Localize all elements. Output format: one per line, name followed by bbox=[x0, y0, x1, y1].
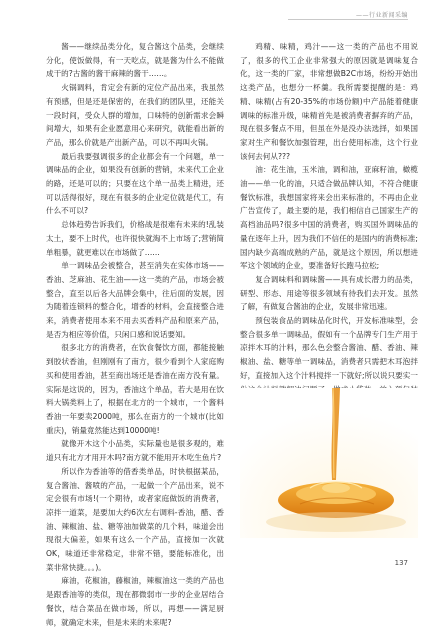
paragraph: 酱——继续品类分化，复合酱这个品类，会继续分化，使饭做得，有一天吃点，就是酱为什么不能做成干的?古酱的酱干麻辣的酱干……。 bbox=[46, 42, 224, 79]
article-left-column bbox=[46, 40, 224, 629]
section-header: ——行业新闻采编 bbox=[355, 12, 408, 19]
paragraph: 很多北方的消费者，在饮食餐饮方面，都能接触到胶状香油，但刚刚有了南方，很少看到个人家庭购买和使用香油，甚至商出场还是香油在南方没有量。实际是这说的，因为，香油这个单品，若大是用在饮料大锅类料上了，根据在北方的一个城市，一个酱料香油一年要卖2000吨，那么在南方的一个城市(比如重庆)，销量竟然能达到10000吨! bbox=[46, 343, 224, 435]
paragraph: 油：花生油，玉米油，调和油，亚麻籽油，橄榄油——单一化的油，只适合做品牌认知，不符合健康餐饮标准，我想国家将来会出来标准的，不再由企业广告宣传了，最主要的是，我们相信自己国家生产的高档油品吗?很多中国的消费者，购买国外调味品的量在逐年上升，因为我们不信任的是国内的消费标准;国内缺少高端成熟的产品，就是这个原因，所以想进军这个领域的企业，要准备好长跑马拉松; bbox=[240, 165, 418, 271]
paragraph: 火锅调料，肯定会有新的定位产品出来，我虽然有预感，但是还是保密的，在我们的团队里，还能关一段时间，受众人群的增加，口味特的创新需求会瞬间增大，如果有企业愿意用心来研究，就能看出新的产品，那么价就是产出新产品，可以不再叫火锅。 bbox=[46, 83, 224, 147]
paragraph: 麻油，花椒油，藤椒油，辣椒油这一类的产品也是跟香油等的类似，现在都微弱市一步的企业居结合餐饮，结合菜品在做市场，所以，再想——满足厨师，就确定未来，但是未来的未来呢? bbox=[46, 576, 224, 627]
paragraph: 总体趋势告诉我们，价格战是很难有未来的!乱装太土，要不上时代，也许很快就淘不上市场了;营销简单粗暴，就更难以在市场做了…… bbox=[46, 220, 224, 257]
honey-pour-photo bbox=[240, 388, 418, 538]
paragraph: 预包装食品的调味品化时代，开发标准味型，会整合很多单一调味品，假如有一个品牌专门生产用于凉拌木耳的汁料，那么色会整合酱油、醋、香油、辣椒油、盐、糖等单一调味品，消费者只需把木耳泡拌好，直接加入这个汁料搅拌一下就好;所以说只要实一 bbox=[240, 316, 418, 380]
paragraph: 就像开木这个小品类，实际量也是很多观的，难道只有北方才用开木吗?南方就不能用开木吃生鱼片? bbox=[46, 439, 224, 463]
paragraph: 鸡精、味精，鸡汁——这一类的产品也不用说了，很多的代工企业非常强大的原因就是调味复合化，这一类的厂家，非常想做B2C市场，纷纷开始出这类产品，也想分一杯羹。我所需要提醒的是：鸡精、味精(占有20-35%的市场份额)中产品能着健康调味的标准升级，味精首先是被消费者摒弃的产品，现在很多餐点不用，但虽在外是没办法选择，如果国家对生产和餐饮加强管理，出台使用标准，这个行业该何去何从??? bbox=[240, 42, 418, 161]
paragraph: 所以作为香油等的借香类单品，时快根据某品，复合酱油、酱喷的产品，一起做一个产品出来，说不定会很有市场!(一个期待，或者家庭做饭的消费者，凉拌一道菜，是要加大约6次左右调料-香油，醋、香油、辣椒油、盐、糖等油加做菜的几个料，味道会出现很大偏差，如果有这么一个产品，直接加一次就OK，味道还非常稳定，非常不错，要能标准化，出菜非常快捷。。。)。 bbox=[46, 466, 224, 572]
page-number: 137 bbox=[394, 559, 408, 567]
paragraph: 单一调味品会被整合，甚至消失在实体市场——香油、芝麻油、花生油——这一类的产品，市场会被整合，直至以后各大品牌会集中，往后面的发展，因为随着连锁料的整合化，增香的材料，会直接整合进来，消费者使用本来不用去买香料产品和原来产品，是否为相应等价值，只闲口感和说话要知。 bbox=[46, 261, 224, 339]
paragraph: 最后我要强调很多的企业都会有一个问题，单一调味品的企业，如果没有创新的营销，未来代工企业的路，还是可以的；只要在这个单一品类上精进，还可以活得很好，现在有很多的企业定位就是代工，有什么不可以? bbox=[46, 151, 224, 216]
header-rule bbox=[288, 19, 408, 20]
paragraph: 复合调味料和调味酱——具有成长潜力的品类，研型、形态、用途等很多领域有待我们去开发。虽然了解，有做复合酱油的企业，发展非常迅速。 bbox=[240, 274, 418, 312]
